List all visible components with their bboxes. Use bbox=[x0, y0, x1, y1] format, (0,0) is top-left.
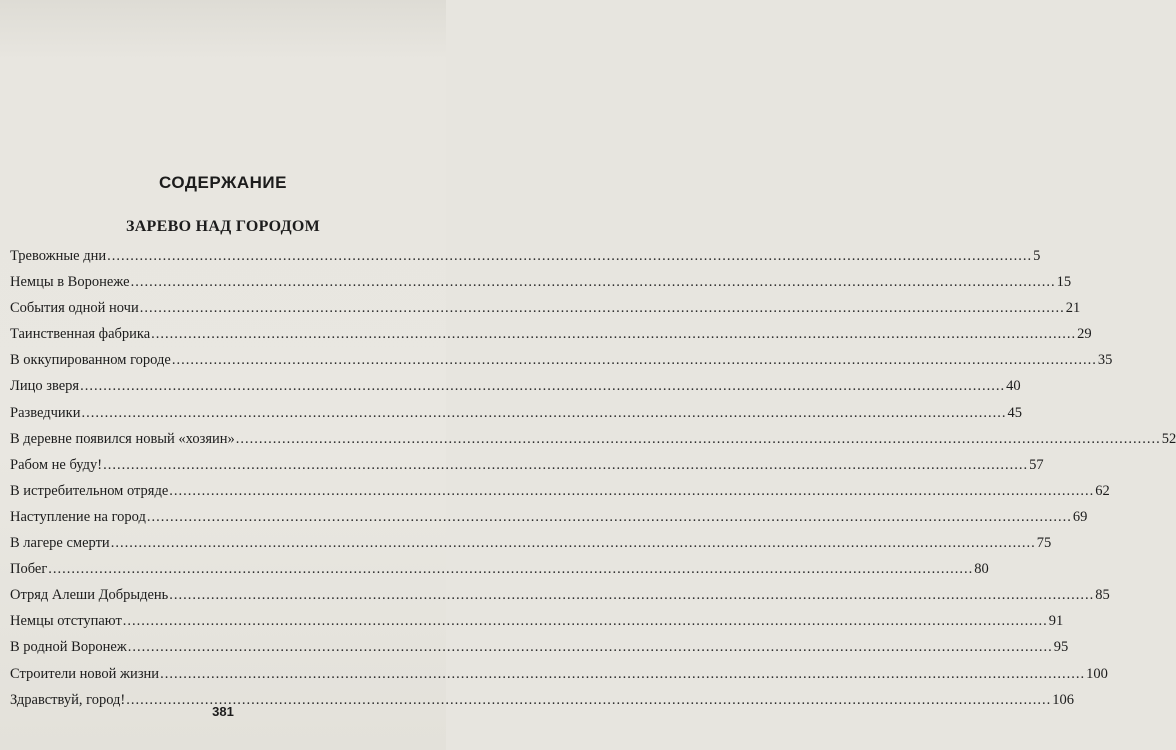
dot-leader: ........................................................................................................................................................................................................ bbox=[139, 300, 1065, 317]
part-title: ЗАРЕВО НАД ГОРОДОМ bbox=[125, 218, 321, 235]
entry-title: Здравствуй, город! bbox=[10, 691, 126, 708]
contents-entry bbox=[10, 661, 1108, 687]
contents-entry bbox=[10, 582, 1110, 608]
entry-title: Лицо зверя bbox=[10, 378, 80, 395]
contents-entry bbox=[10, 426, 1176, 452]
dot-leader: ........................................................................................................................................................................................................ bbox=[169, 482, 1095, 499]
dot-leader: ........................................................................................................................................................................................................ bbox=[81, 404, 1007, 421]
entry-page-number: 69 bbox=[1072, 508, 1088, 525]
entry-title: Таинственная фабрика bbox=[10, 326, 151, 343]
dot-leader: ........................................................................................................................................................................................................ bbox=[48, 561, 974, 578]
entry-page-number: 35 bbox=[1097, 352, 1113, 369]
entry-page-number: 106 bbox=[1052, 691, 1074, 708]
entry-title: Немцы отступают bbox=[10, 613, 122, 630]
entry-title: Немцы в Воронеже bbox=[10, 274, 130, 291]
dot-leader: ........................................................................................................................................................................................................ bbox=[103, 456, 1029, 473]
contents-entry bbox=[10, 478, 1110, 504]
entry-title: В родной Воронеж bbox=[10, 639, 127, 656]
entry-page-number: 15 bbox=[1056, 274, 1072, 291]
entry-title: Побег bbox=[10, 561, 48, 578]
entry-page-number: 62 bbox=[1095, 482, 1110, 499]
entry-page-number: 52 bbox=[1161, 430, 1176, 447]
contents-entry bbox=[10, 347, 1113, 373]
dot-leader: ........................................................................................................................................................................................................ bbox=[171, 352, 1097, 369]
entry-title: Наступление на город bbox=[10, 508, 146, 525]
contents-entry bbox=[10, 269, 1072, 295]
entry-title: Разведчики bbox=[10, 404, 81, 421]
dot-leader: ........................................................................................................................................................................................................ bbox=[160, 665, 1086, 682]
entry-title: Рабом не буду! bbox=[10, 456, 103, 473]
contents-entry bbox=[10, 452, 1044, 478]
dot-leader: ........................................................................................................................................................................................................ bbox=[151, 326, 1077, 343]
entry-page-number: 95 bbox=[1053, 639, 1069, 656]
dot-leader: ........................................................................................................................................................................................................ bbox=[80, 378, 1006, 395]
entry-page-number: 5 bbox=[1033, 248, 1041, 264]
contents-entry bbox=[10, 243, 1041, 269]
entry-title: Строители новой жизни bbox=[10, 665, 160, 682]
entry-page-number: 91 bbox=[1048, 613, 1064, 630]
entry-page-number: 85 bbox=[1095, 587, 1110, 604]
contents-entry bbox=[10, 400, 1022, 426]
entry-page-number: 75 bbox=[1036, 535, 1052, 552]
contents-entry bbox=[10, 634, 1069, 660]
contents-entry bbox=[10, 373, 1021, 399]
dot-leader: ........................................................................................................................................................................................................ bbox=[235, 430, 1161, 447]
dot-leader: ........................................................................................................................................................................................................ bbox=[107, 248, 1033, 264]
contents-entry bbox=[10, 608, 1064, 634]
contents-entry bbox=[10, 321, 1092, 347]
entry-page-number: 29 bbox=[1077, 326, 1092, 343]
entry-page-number: 80 bbox=[974, 561, 989, 578]
dot-leader: ........................................................................................................................................................................................................ bbox=[130, 274, 1056, 291]
dot-leader: ........................................................................................................................................................................................................ bbox=[127, 639, 1053, 656]
dot-leader: ........................................................................................................................................................................................................ bbox=[122, 613, 1048, 630]
dot-leader: ........................................................................................................................................................................................................ bbox=[169, 587, 1095, 604]
dot-leader: ........................................................................................................................................................................................................ bbox=[126, 691, 1052, 708]
contents-entry bbox=[10, 556, 989, 582]
contents-heading: СОДЕРЖАНИЕ bbox=[159, 173, 287, 192]
entry-title: События одной ночи bbox=[10, 300, 139, 317]
entry-title: Тревожные дни bbox=[10, 248, 107, 264]
contents-entry bbox=[10, 295, 1081, 321]
entry-title: В истребительном отряде bbox=[10, 482, 169, 499]
entry-title: В лагере смерти bbox=[10, 535, 110, 552]
entry-title: В оккупированном городе bbox=[10, 352, 171, 369]
entry-page-number: 100 bbox=[1086, 665, 1108, 682]
entry-page-number: 40 bbox=[1006, 378, 1021, 395]
entry-page-number: 45 bbox=[1007, 404, 1022, 421]
entry-title: В деревне появился новый «хозяин» bbox=[10, 430, 235, 447]
entry-page-number: 57 bbox=[1029, 456, 1044, 473]
contents-entry bbox=[10, 504, 1088, 530]
contents-list bbox=[10, 243, 1176, 713]
entry-title: Отряд Алеши Добрыдень bbox=[10, 587, 169, 604]
contents-entry bbox=[10, 530, 1052, 556]
dot-leader: ........................................................................................................................................................................................................ bbox=[146, 508, 1072, 525]
page-number: 381 bbox=[212, 704, 234, 719]
dot-leader: ........................................................................................................................................................................................................ bbox=[110, 535, 1036, 552]
entry-page-number: 21 bbox=[1065, 300, 1081, 317]
